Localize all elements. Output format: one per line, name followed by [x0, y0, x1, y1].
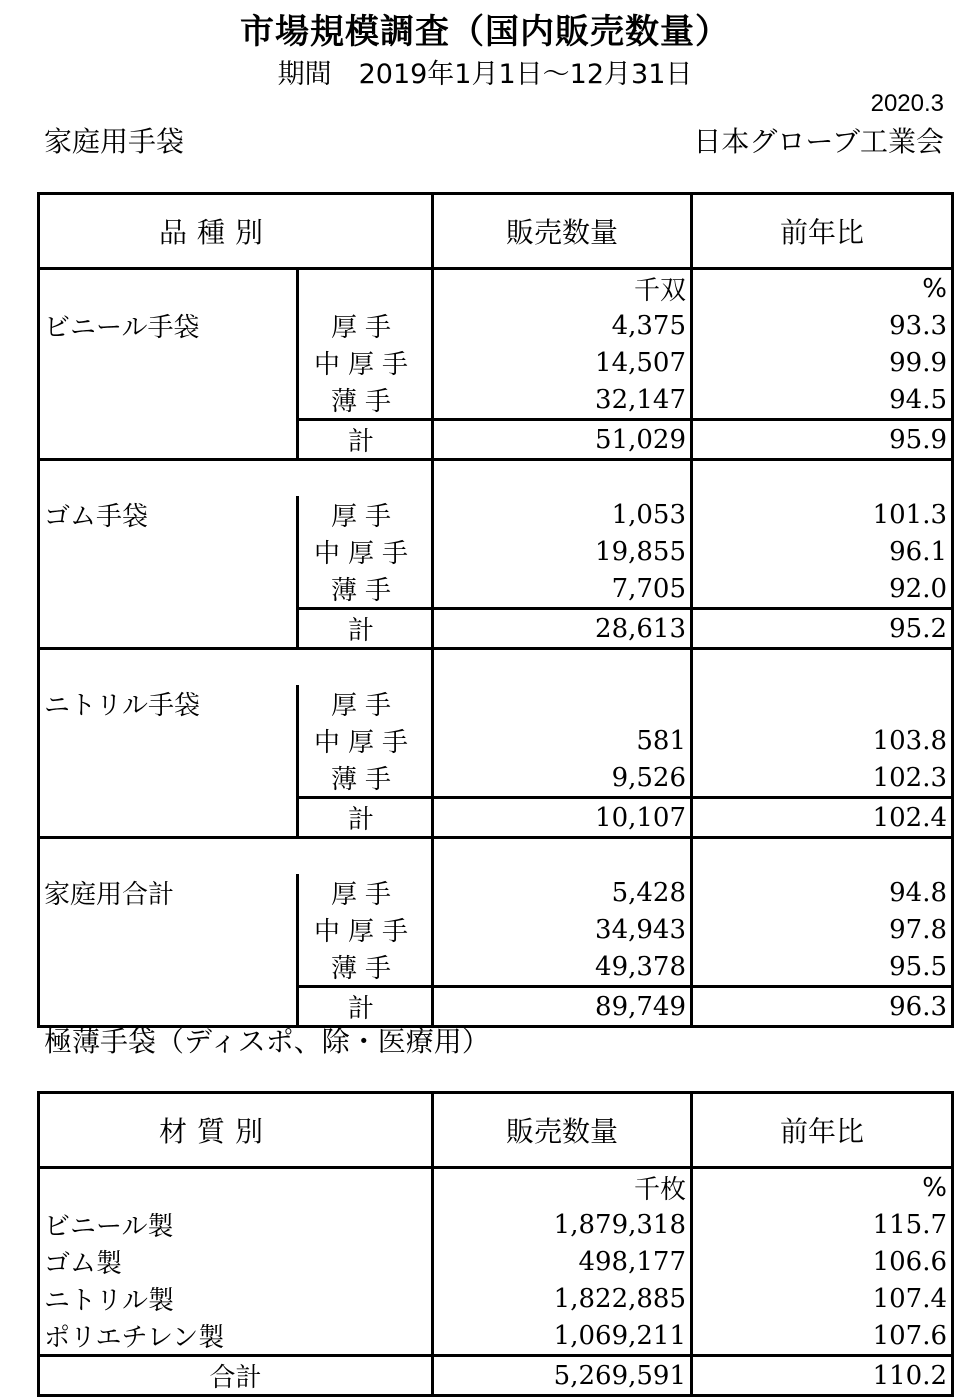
grade-label: 中厚手: [298, 911, 433, 948]
ratio-value: 94.8: [692, 874, 953, 911]
table-row: [39, 307, 953, 344]
ratio-value: 106.6: [692, 1243, 953, 1280]
col-header-ratio: 前年比: [692, 1093, 953, 1168]
qty-value: 1,879,318: [433, 1206, 692, 1243]
col-header-qty: 販売数量: [433, 194, 692, 269]
table-row: [39, 1317, 953, 1356]
qty-value: 498,177: [433, 1243, 692, 1280]
grade-label: 薄手: [298, 759, 433, 798]
ratio-value: 107.6: [692, 1317, 953, 1356]
ratio-value: 94.5: [692, 381, 953, 420]
page-title: 市場規模調査（国内販売数量）: [240, 12, 730, 52]
grade-label: 計: [298, 798, 433, 838]
qty-value: 1,053: [433, 496, 692, 533]
ratio-value: 102.3: [692, 759, 953, 798]
ratio-value: 101.3: [692, 496, 953, 533]
group-spacer: [39, 838, 953, 875]
unit-ratio: %: [692, 1168, 953, 1207]
ratio-value: 96.3: [692, 987, 953, 1027]
grade-label: 薄手: [298, 570, 433, 609]
col-header-type: 品種別: [39, 194, 433, 269]
ratio-value: 115.7: [692, 1206, 953, 1243]
col-header-ratio: 前年比: [692, 194, 953, 269]
table-row: [39, 570, 953, 609]
grade-label: 計: [298, 987, 433, 1027]
qty-value: 5,428: [433, 874, 692, 911]
qty-value: 14,507: [433, 344, 692, 381]
qty-value: 89,749: [433, 987, 692, 1027]
total-ratio: 110.2: [692, 1356, 953, 1396]
category-name: ビニール手袋: [44, 313, 200, 343]
ratio-value: [692, 685, 953, 722]
grade-label: 中厚手: [298, 344, 433, 381]
qty-value: 28,613: [433, 609, 692, 649]
ratio-value: 95.2: [692, 609, 953, 649]
household-section-title: 家庭用手袋: [44, 125, 185, 158]
table-row: [39, 948, 953, 987]
unit-ratio: %: [692, 269, 953, 308]
table-row: [39, 533, 953, 570]
qty-value: 1,822,885: [433, 1280, 692, 1317]
organization-name: 日本グローブ工業会: [693, 125, 944, 158]
category-cell: [39, 344, 298, 381]
period-text: 期間 2019年1月1日～12月31日: [277, 59, 693, 90]
qty-value: 7,705: [433, 570, 692, 609]
material-name: ニトリル製: [44, 1286, 175, 1316]
ratio-value: 97.8: [692, 911, 953, 948]
category-cell: [39, 609, 298, 649]
table-row: [39, 344, 953, 381]
qty-value: 9,526: [433, 759, 692, 798]
grade-label: 計: [298, 420, 433, 460]
table-row: [39, 496, 953, 533]
ultrathin-gloves-table: [37, 1091, 954, 1397]
grade-label: 厚手: [298, 307, 433, 344]
qty-value: 32,147: [433, 381, 692, 420]
ratio-value: 103.8: [692, 722, 953, 759]
category-cell: [39, 759, 298, 798]
col-header-material: 材質別: [39, 1093, 433, 1168]
table-row: [39, 798, 953, 838]
grade-label: 中厚手: [298, 533, 433, 570]
qty-value: 34,943: [433, 911, 692, 948]
ratio-value: 92.0: [692, 570, 953, 609]
table-row: [39, 874, 953, 911]
total-qty: 5,269,591: [433, 1356, 692, 1396]
qty-value: [433, 685, 692, 722]
ratio-value: 95.9: [692, 420, 953, 460]
qty-value: 10,107: [433, 798, 692, 838]
grade-label: 薄手: [298, 948, 433, 987]
grade-label: 計: [298, 609, 433, 649]
qty-value: 1,069,211: [433, 1317, 692, 1356]
material-name: ポリエチレン製: [44, 1323, 225, 1353]
grade-label: 厚手: [298, 496, 433, 533]
qty-value: 19,855: [433, 533, 692, 570]
total-row: [39, 1356, 953, 1396]
ratio-value: 95.5: [692, 948, 953, 987]
category-name: ニトリル手袋: [44, 691, 201, 721]
unit-qty: 千枚: [433, 1168, 692, 1207]
category-cell: [39, 722, 298, 759]
ratio-value: 102.4: [692, 798, 953, 838]
grade-label: 厚手: [298, 685, 433, 722]
qty-value: 49,378: [433, 948, 692, 987]
table-row: [39, 911, 953, 948]
grade-label: 薄手: [298, 381, 433, 420]
report-date: 2020.3: [870, 90, 944, 117]
material-name: ビニール製: [44, 1212, 174, 1242]
ratio-value: 93.3: [692, 307, 953, 344]
category-cell: [39, 948, 298, 987]
category-cell: [39, 911, 298, 948]
table-row: [39, 609, 953, 649]
table-row: [39, 722, 953, 759]
qty-value: 4,375: [433, 307, 692, 344]
table-row: [39, 1206, 953, 1243]
category-cell: [39, 420, 298, 460]
ratio-value: 107.4: [692, 1280, 953, 1317]
category-cell: [39, 533, 298, 570]
qty-value: 51,029: [433, 420, 692, 460]
group-spacer: [39, 649, 953, 686]
table-row: [39, 759, 953, 798]
unit-qty: 千双: [433, 269, 692, 308]
table-row: [39, 381, 953, 420]
grade-label: 中厚手: [298, 722, 433, 759]
qty-value: 581: [433, 722, 692, 759]
grade-label: 厚手: [298, 874, 433, 911]
ratio-value: 96.1: [692, 533, 953, 570]
ratio-value: 99.9: [692, 344, 953, 381]
ultrathin-section-title: 極薄手袋（ディスポ、除・医療用）: [44, 1025, 490, 1058]
category-name: ゴム手袋: [44, 502, 149, 532]
table-row: [39, 420, 953, 460]
category-name: 家庭用合計: [44, 880, 175, 910]
total-label: 合計: [39, 1356, 433, 1396]
table-row: [39, 685, 953, 722]
category-cell: [39, 798, 298, 838]
category-cell: [39, 381, 298, 420]
col-header-qty: 販売数量: [433, 1093, 692, 1168]
household-gloves-table: [37, 192, 954, 1028]
table-row: [39, 1280, 953, 1317]
group-spacer: [39, 460, 953, 497]
table-row: [39, 1243, 953, 1280]
material-name: ゴム製: [44, 1249, 123, 1279]
category-cell: [39, 570, 298, 609]
